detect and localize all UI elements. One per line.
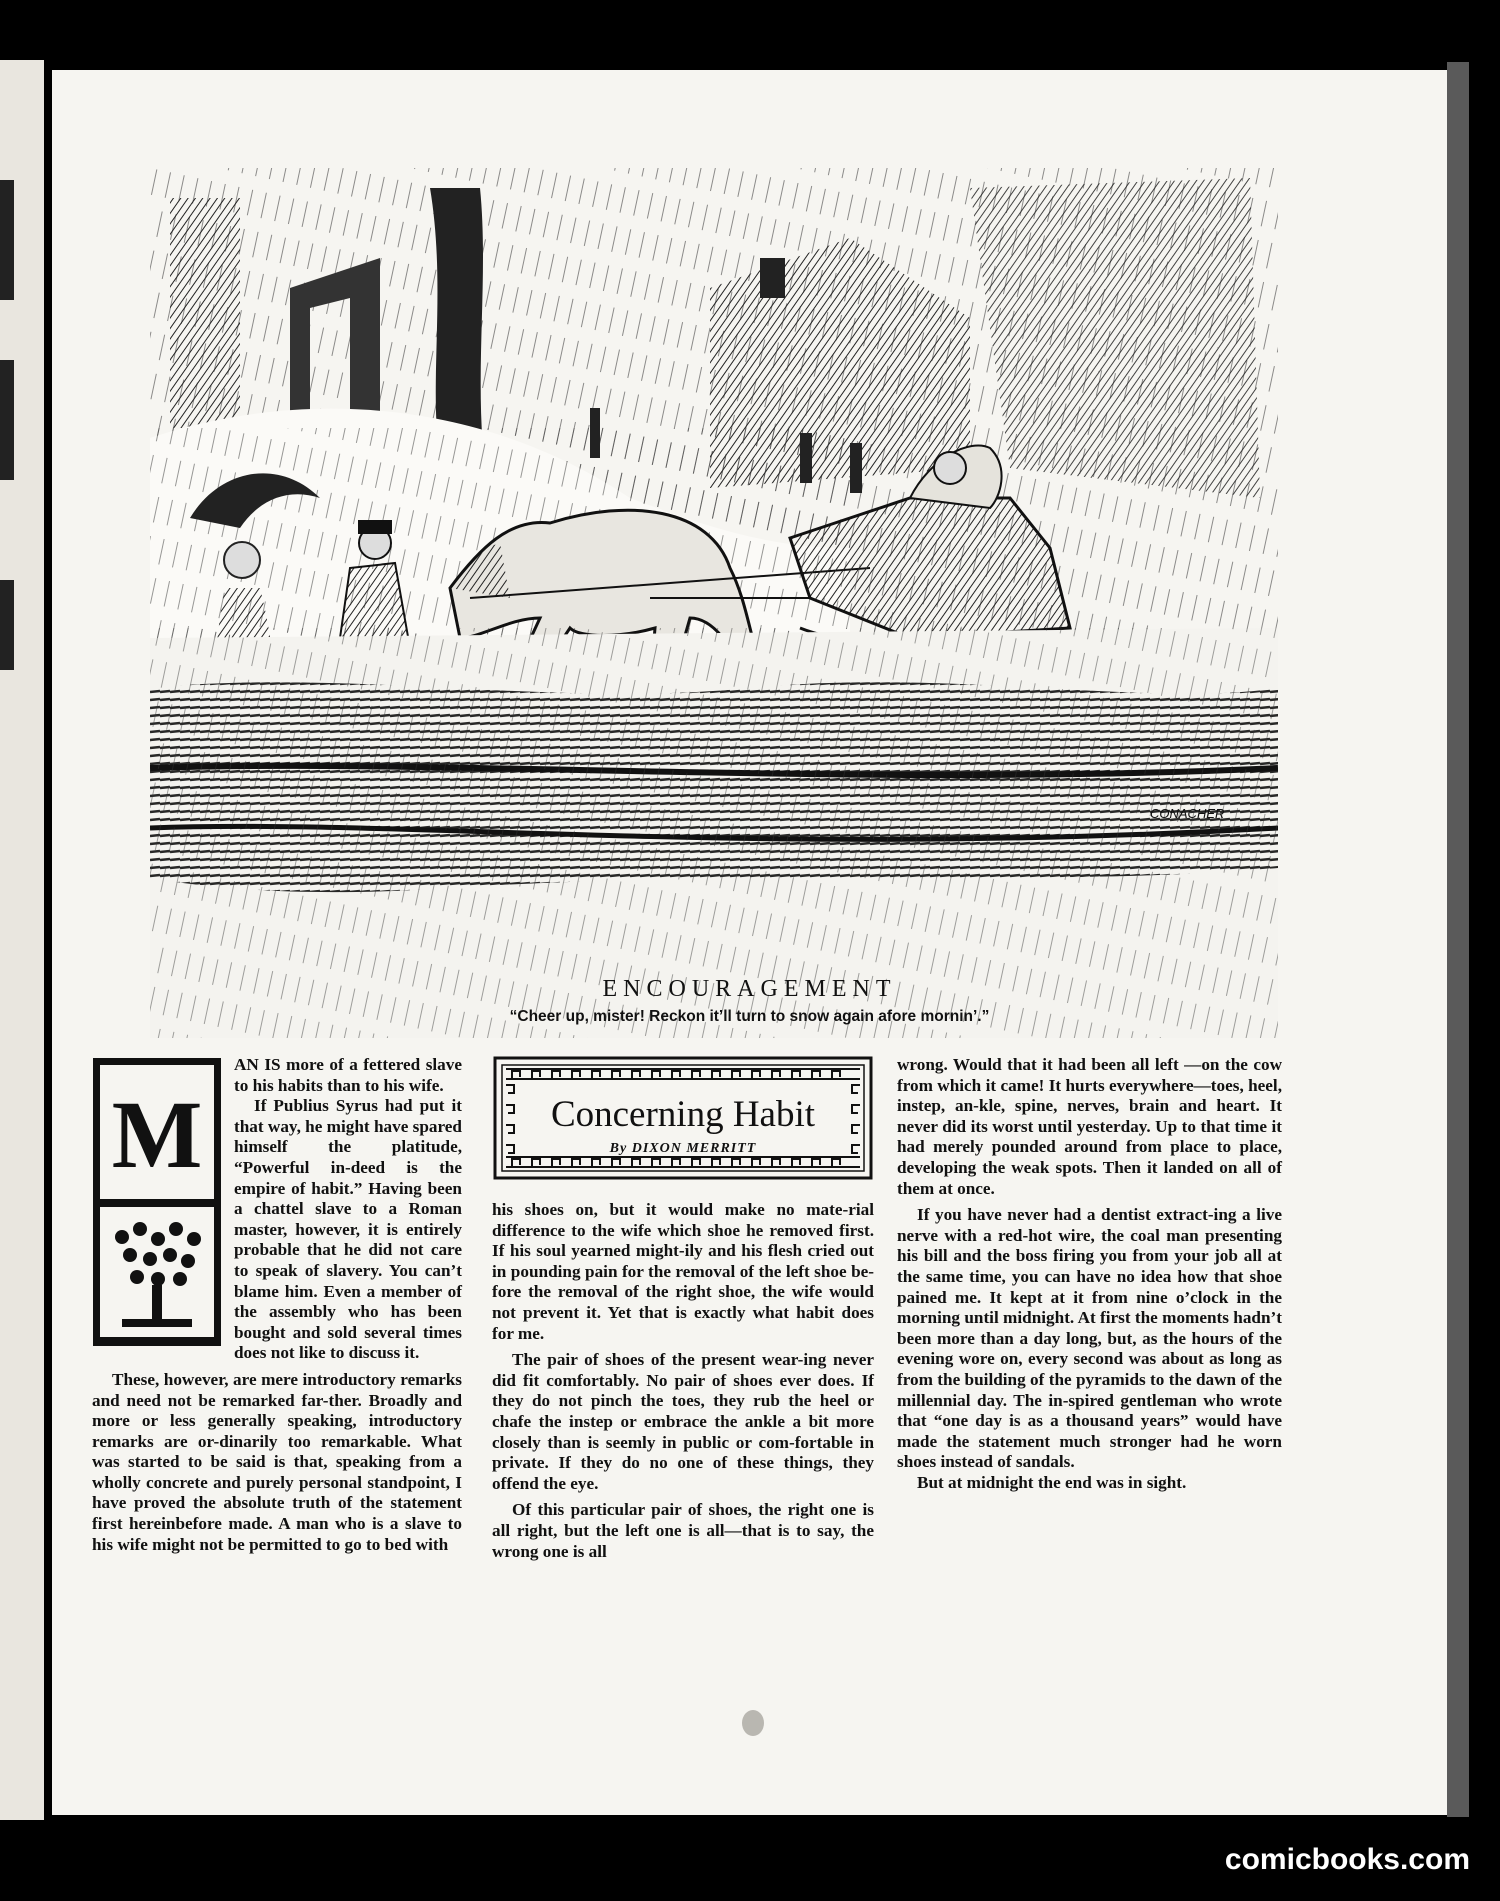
paragraph: AN IS more of a fettered slave to his habits than to his wife. [234,1055,462,1095]
article-title: Concerning Habit [550,1094,816,1135]
article-column-1 [92,1055,462,1555]
paragraph: Of this particular pair of shoes, the right one is all right, but the left one is all—that is to say, the wrong one is all [492,1500,874,1561]
magazine-page [52,70,1447,1815]
paragraph: If Publius Syrus had put it that way, he might have spared himself the platitude, “Powerful in-deed is the empire of habit.” Having been a chattel slave to a Roman master, however, it is entirely probable that he did not care to speak of slavery. You can’t blame him. Even a member of the assembly who has been bought and sold several times does not like to discuss it. [234,1096,462,1363]
adjacent-page-edge [0,60,44,1820]
paragraph: But at midnight the end was in sight. [917,1472,1187,1492]
site-watermark: comicbooks.com [1224,1843,1470,1876]
paragraph: The pair of shoes of the present wear-ing never did fit comfortably. No pair of shoes ever does. If they do not pinch the toes, they rub the heel or chafe the instep or embrace the ankle a bit more closely than is seemly in public or com-fortable in private. If they do no one of these things, they offend the eye. [492,1350,874,1493]
paragraph: These, however, are mere introductory remarks and need not be remarked far-ther. Broadly and more or less generally speaking, introductory remarks are or-dinarily too remarkable. What was started to be said is that, speaking from a wholly concrete and purely personal standpoint, I have proved the absolute truth of the statement first hereinbefore made. A man who is a slave to his wife might not be permitted to go to bed with [92,1369,462,1554]
sleigh-rain-illustration [150,168,1278,1038]
edge-mark [0,580,14,670]
paragraph: If you have never had a dentist extract-ing a live nerve with a red-hot wire, the coal man presenting his bill and the boss firing you from your job all at the same time, you can have no idea how that shoe pained me. It kept at it from nine o’clock in the morning until midnight. At first the moments hadn’t been more than a day long, but, as the hours of the evening wore on, every second was about as long as from the building of the pyramids to the dawn of the millennial day. The in-spired gentleman who wrote that “one day is as a thousand years” would have made the statement much stronger had he worn shoes instead of sandals. [897,1205,1282,1472]
paragraph: his shoes on, but it would make no mate-rial difference to the wife which shoe he removed first. If his soul yearned might-ily and his flesh cried out in pounding pain for the removal of the left shoe be-fore the removal of the right shoe, the wife would not prevent it. Yet that is exactly what habit does for me. [492,1200,874,1343]
article-byline: By DIXON MERRITT [609,1141,757,1156]
ornamental-dropcap [92,1057,222,1347]
print-smudge [742,1710,764,1736]
article-column-3 [897,1055,1282,1493]
paragraph: wrong. Would that it had been all left —on the cow from which it came! It hurts everywhere—toes, heel, instep, an-kle, spine, nerves, brain and heart. It never did its worst until yesterday. Up to that time it had merely pounded around from place to place, developing the weak spots. Then it landed on all of them at once. [897,1055,1282,1198]
article-column-2 [492,1200,874,1562]
artist-signature: CONACHER [1150,806,1225,821]
dropcap-letter: M [111,1081,203,1188]
illustration-caption-title: ENCOURAGEMENT [602,976,897,1002]
edge-mark [0,180,14,300]
illustration-caption-quote: “Cheer up, mister! Reckon it’ll turn to snow again afore mornin’.” [509,1008,990,1025]
page-shadow [1447,62,1469,1817]
edge-mark [0,360,14,480]
article-title-box [492,1055,874,1181]
